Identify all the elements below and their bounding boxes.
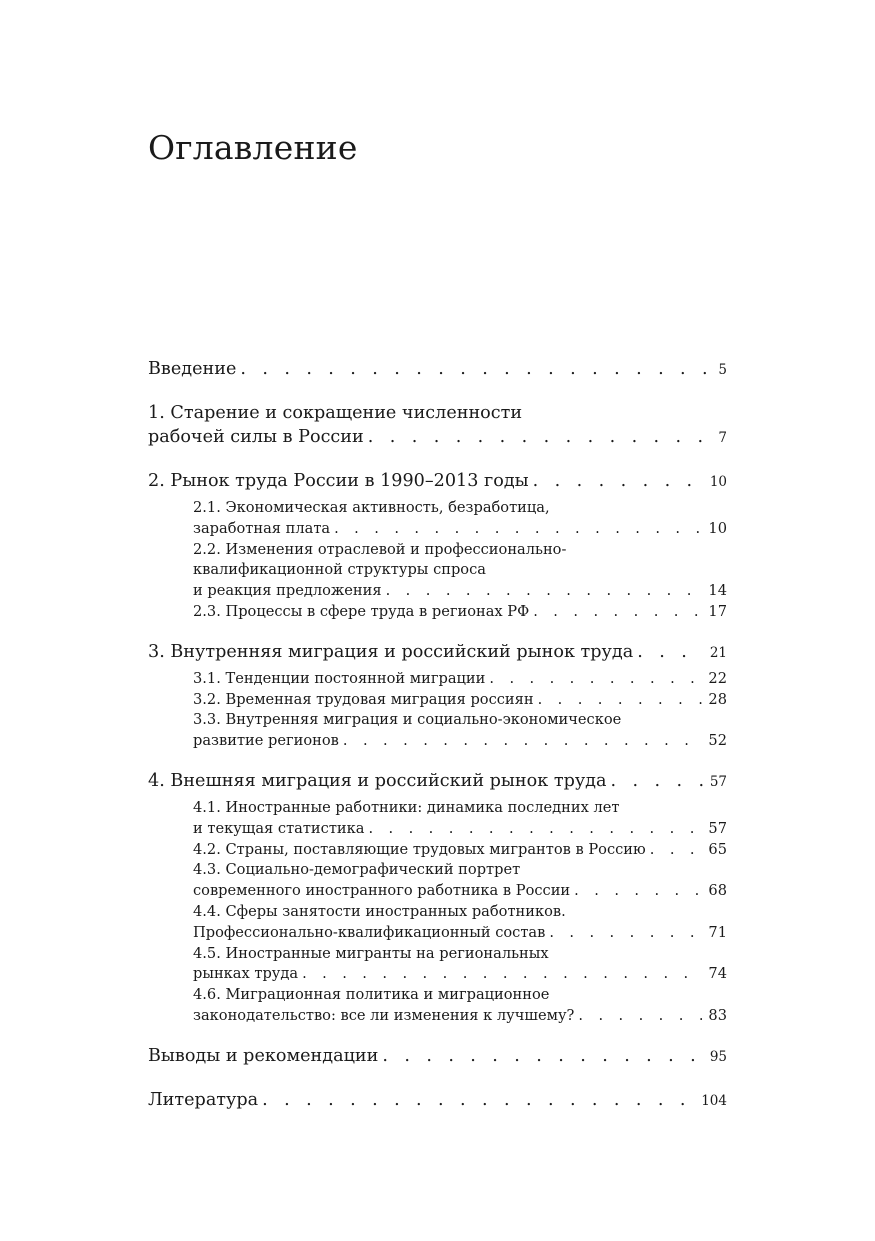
page-number: 74 (708, 965, 727, 983)
dot-leader (611, 769, 704, 793)
toc-entry-section-2-2[interactable] (148, 540, 727, 602)
toc-entry-title: и текущая статистика (193, 819, 365, 837)
toc-entry-title-line: 4.1. Иностранные работники: динамика последних лет (193, 798, 620, 816)
toc-entry-section-4-1[interactable] (148, 798, 727, 840)
toc-entry-title: 4. Внешняя миграция и российский рынок труда (148, 770, 607, 791)
dot-leader (343, 731, 703, 752)
page-number: 83 (708, 1006, 727, 1024)
toc-entry-section-4-3[interactable] (148, 860, 727, 902)
toc-entry-title-line: 4.6. Миграционная политика и миграционное (193, 986, 550, 1004)
dot-leader (538, 690, 703, 711)
page-number: 10 (708, 519, 727, 537)
toc-entry-title: 3.2. Временная трудовая миграция россиян (193, 690, 534, 708)
toc-entry-title-line: 4.5. Иностранные мигранты на региональных (193, 944, 549, 962)
toc-entry-section-3-1[interactable] (148, 669, 727, 690)
toc-entry-chapter-1[interactable] (148, 401, 727, 450)
toc-entry-chapter-3[interactable] (148, 640, 727, 665)
toc-entry-title: законодательство: все ли изменения к лучшему? (193, 1006, 575, 1024)
toc-entry-title: Введение (148, 359, 237, 379)
dot-leader (262, 1088, 695, 1112)
page-number: 10 (709, 474, 727, 490)
toc-entry-title: современного иностранного работника в России (193, 882, 571, 900)
toc-entry-title: Литература (148, 1089, 259, 1110)
dot-leader (574, 881, 702, 902)
toc-entry-title-line: квалификационной структуры спроса (193, 561, 486, 579)
toc-entry-title: Выводы и рекомендации (148, 1045, 379, 1066)
dot-leader (240, 357, 712, 381)
dot-leader (637, 640, 704, 664)
dot-leader (386, 581, 703, 602)
dot-leader (368, 819, 702, 840)
page-number: 5 (718, 362, 727, 378)
toc-entry-title: 2. Рынок труда России в 1990–2013 годы (148, 471, 529, 491)
toc-entry-title-line: 3.3. Внутренняя миграция и социально-экономическое (193, 711, 622, 729)
toc-entry-title-line: 2.1. Экономическая активность, безработица, (193, 499, 550, 516)
toc-entry-section-2-1[interactable] (148, 498, 727, 540)
toc-entry-title-line: 4.3. Социально-демографический портрет (193, 861, 521, 879)
toc-entry-section-4-4[interactable] (148, 902, 727, 944)
page-title: Оглавление (148, 128, 358, 167)
dot-leader (368, 425, 713, 449)
toc-entry-title: заработная плата (193, 519, 331, 537)
dot-leader (334, 519, 702, 540)
toc-entry-title-line: 4.4. Сферы занятости иностранных работников. (193, 902, 566, 920)
page-number: 65 (708, 840, 727, 858)
dot-leader (302, 964, 702, 985)
dot-leader (533, 602, 702, 623)
page-number: 104 (701, 1092, 727, 1109)
toc-entry-title: рынках труда (193, 965, 299, 983)
toc-entry-title: развитие регионов (193, 732, 339, 750)
dot-leader (578, 1006, 702, 1027)
page-number: 7 (718, 430, 727, 446)
dot-leader (549, 923, 702, 944)
page-number: 95 (709, 1048, 727, 1065)
toc-entry-title: 3.1. Тенденции постоянной миграции (193, 669, 486, 687)
toc-entry-section-2-3[interactable] (148, 602, 727, 623)
page-number: 71 (708, 923, 727, 941)
page-number: 28 (708, 690, 727, 708)
page-number: 14 (708, 582, 727, 600)
toc-entry-references[interactable] (148, 1088, 727, 1113)
toc-entry-title: и реакция предложения (193, 582, 382, 600)
table-of-contents (148, 357, 727, 1113)
toc-entry-chapter-4[interactable] (148, 769, 727, 794)
dot-leader (650, 840, 703, 861)
toc-entry-intro[interactable] (148, 357, 727, 382)
toc-entry-section-3-3[interactable] (148, 710, 727, 752)
toc-entry-chapter-2[interactable] (148, 469, 727, 494)
dot-leader (489, 669, 702, 690)
toc-entry-title: 2.3. Процессы в сфере труда в регионах РФ (193, 602, 530, 620)
page-number: 52 (708, 732, 727, 750)
page-number: 57 (709, 773, 727, 790)
toc-entry-section-3-2[interactable] (148, 690, 727, 711)
page-number: 68 (708, 882, 727, 900)
toc-entry-section-4-2[interactable] (148, 840, 727, 861)
toc-entry-title-line: 2.2. Изменения отраслевой и профессионально- (193, 540, 567, 558)
toc-entry-section-4-6[interactable] (148, 985, 727, 1027)
toc-entry-title-line: 1. Старение и сокращение численности (148, 403, 523, 423)
toc-entry-conclusions[interactable] (148, 1044, 727, 1069)
dot-leader (382, 1044, 703, 1068)
toc-entry-title: 3. Внутренняя миграция и российский рынок труда (148, 641, 634, 662)
page-number: 22 (708, 669, 727, 687)
toc-entry-title: 4.2. Страны, поставляющие трудовых мигрантов в Россию (193, 840, 646, 858)
page-number: 21 (709, 644, 727, 661)
toc-entry-section-4-5[interactable] (148, 944, 727, 986)
page-number: 17 (708, 602, 727, 620)
dot-leader (533, 469, 704, 493)
toc-entry-title: рабочей силы в России (148, 427, 364, 447)
page-number: 57 (708, 819, 727, 837)
toc-entry-title: Профессионально-квалификационный состав (193, 923, 546, 941)
